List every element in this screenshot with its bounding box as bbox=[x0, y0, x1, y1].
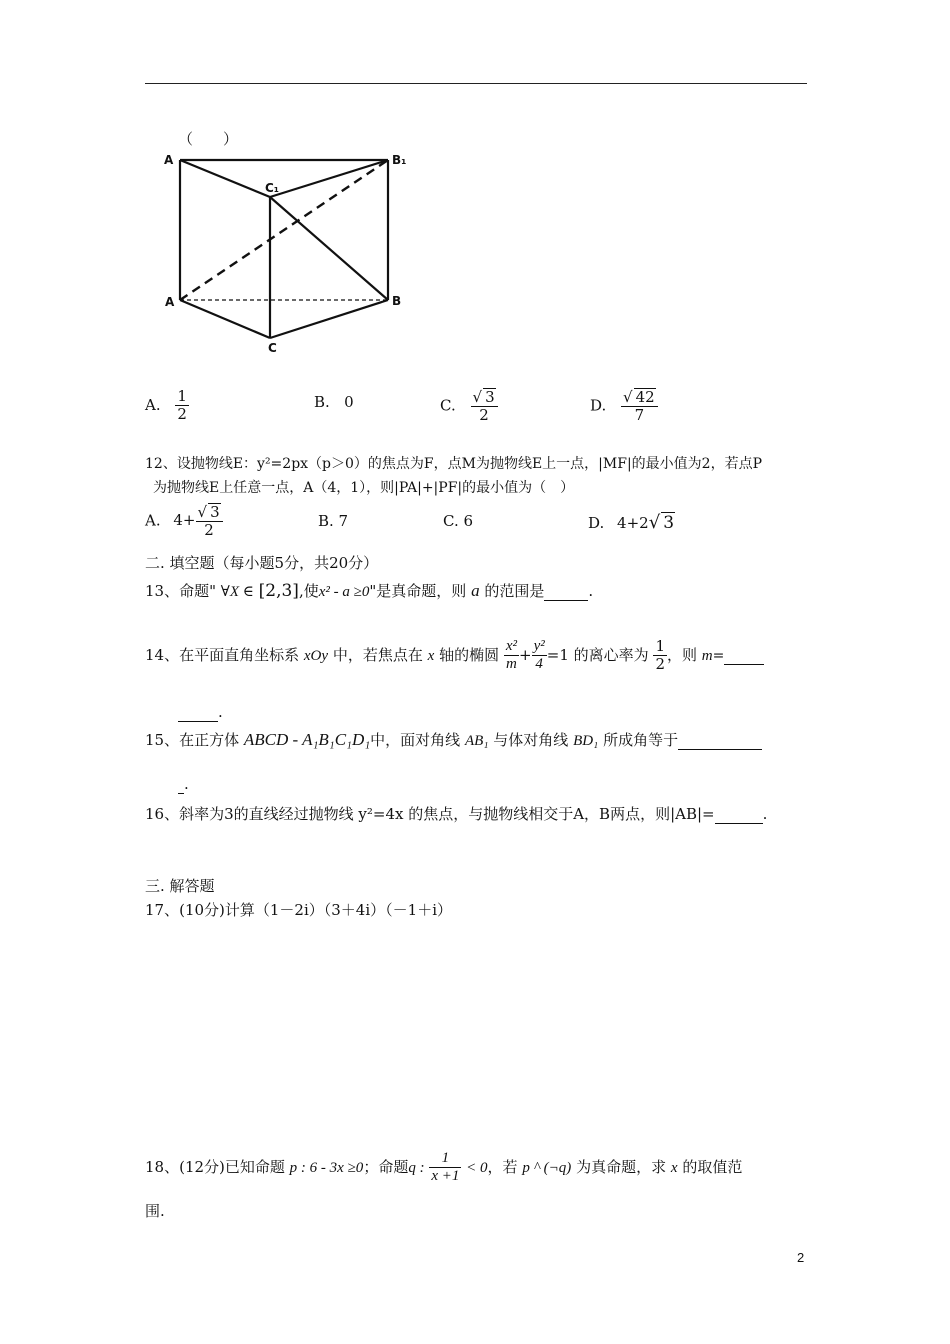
edge-A-C bbox=[180, 300, 270, 338]
q13-answer-blank bbox=[544, 582, 588, 601]
edge-C1-B1 bbox=[270, 160, 388, 197]
radical-sign: √ bbox=[197, 503, 208, 521]
q12-option-c: C. 6 bbox=[443, 512, 474, 530]
q16-answer-blank bbox=[715, 805, 763, 824]
q11-option-a-fraction: $\frac{1}{2}$ bbox=[177, 387, 187, 424]
q14-ellipse-x-fraction: $\frac{\text{x²}}{m}$ bbox=[505, 638, 518, 673]
q18: 18、(12分)已知命题 p : 6 - 3x ≥0；命题q : $\frac{1}{x +1}$ < 0，若 p ^ (¬q) 为真命题，求 x 的取值范 bbox=[145, 1150, 743, 1185]
radical-sign: √ bbox=[648, 512, 661, 533]
label-C: C bbox=[268, 341, 277, 355]
q15-line2: . bbox=[178, 775, 189, 794]
q18-fraction: $\frac{1}{x +1}$ bbox=[431, 1150, 460, 1185]
q12-option-a: A. 4+ $\frac{√ 3}{2}$ bbox=[145, 503, 223, 540]
q16: 16、斜率为3的直线经过抛物线 y²=4x 的焦点，与抛物线相交于A，B两点，则|AB|= . bbox=[145, 805, 768, 823]
q11-option-c: C. $\frac{√ 3}{2}$ bbox=[440, 388, 498, 425]
q15-answer-blank-1 bbox=[678, 731, 762, 750]
label-C1: C₁ bbox=[265, 181, 280, 195]
page-number: 2 bbox=[797, 1250, 805, 1265]
q14-answer-blank-1 bbox=[724, 646, 764, 665]
radical-sign: √ bbox=[623, 388, 633, 406]
q14-answer-blank-2 bbox=[178, 703, 218, 722]
q12-line1: 12、设抛物线E：y²=2px（p＞0）的焦点为F，点M为抛物线E上一点，|MF|的最小值为2，若点P bbox=[145, 456, 762, 472]
q14-eccentricity-fraction: $\frac{1}{2}$ bbox=[655, 637, 665, 674]
header-rule bbox=[145, 83, 807, 84]
edge-C1-B bbox=[270, 197, 388, 300]
q14-ellipse-y-fraction: $\frac{\text{y²}}{4}$ bbox=[533, 638, 545, 673]
q11-answer-paren: （ ） bbox=[178, 130, 239, 148]
label-B1: B₁ bbox=[392, 153, 407, 167]
edge-C-B bbox=[270, 300, 388, 338]
q12-option-d: D. 4+2√ 3 bbox=[588, 512, 675, 533]
q11-option-b: B. 0 bbox=[314, 393, 354, 411]
diagonal-A-B1-dashed bbox=[180, 160, 388, 300]
label-B: B bbox=[392, 294, 402, 308]
q14: 14、在平面直角坐标系 xOy 中，若焦点在 x 轴的椭圆 $\frac{\text{x²}}{m}$ + $\frac{\text{y²}}{4}$ =1 的离心率为 $\frac{1}{2}$ ，则 m= bbox=[145, 638, 764, 674]
q17: 17、(10分)计算（1－2i）（3＋4i）（－1＋i） bbox=[145, 901, 452, 919]
radical-sign: √ bbox=[472, 388, 483, 406]
edge-A-C1 bbox=[180, 160, 270, 197]
q18-line2: 围. bbox=[145, 1202, 165, 1220]
q11-option-c-fraction: $\frac{√ 3}{2}$ bbox=[471, 388, 498, 425]
q11-option-a: A. $\frac{1}{2}$ bbox=[145, 387, 187, 424]
q11-option-d-fraction: $\frac{√ 42}{7}$ bbox=[621, 388, 658, 425]
q15: 15、在正方体 ABCD - A₁B₁C₁D₁中，面对角线 AB₁ 与体对角线 BD₁ 所成角等于 bbox=[145, 729, 762, 750]
q12-option-b: B. 7 bbox=[318, 512, 349, 530]
q12-option-a-fraction: $\frac{√ 3}{2}$ bbox=[196, 503, 223, 540]
q11-option-d: D. $\frac{√ 42}{7}$ bbox=[590, 388, 658, 425]
section3-heading: 三. 解答题 bbox=[145, 877, 215, 895]
prism-figure bbox=[160, 150, 420, 355]
label-A-top: A bbox=[164, 153, 174, 167]
q12-line2: 为抛物线E上任意一点，A（4，1），则|PA|+|PF|的最小值为（ ） bbox=[153, 480, 575, 496]
q13: 13、命题" ∀X ∈ [2,3],使x² - a ≥0"是真命题，则 a 的范围是 . bbox=[145, 581, 594, 601]
section2-heading: 二. 填空题（每小题5分，共20分） bbox=[145, 554, 379, 572]
label-A-bottom: A bbox=[165, 295, 175, 309]
q14-line2: . bbox=[178, 703, 223, 722]
